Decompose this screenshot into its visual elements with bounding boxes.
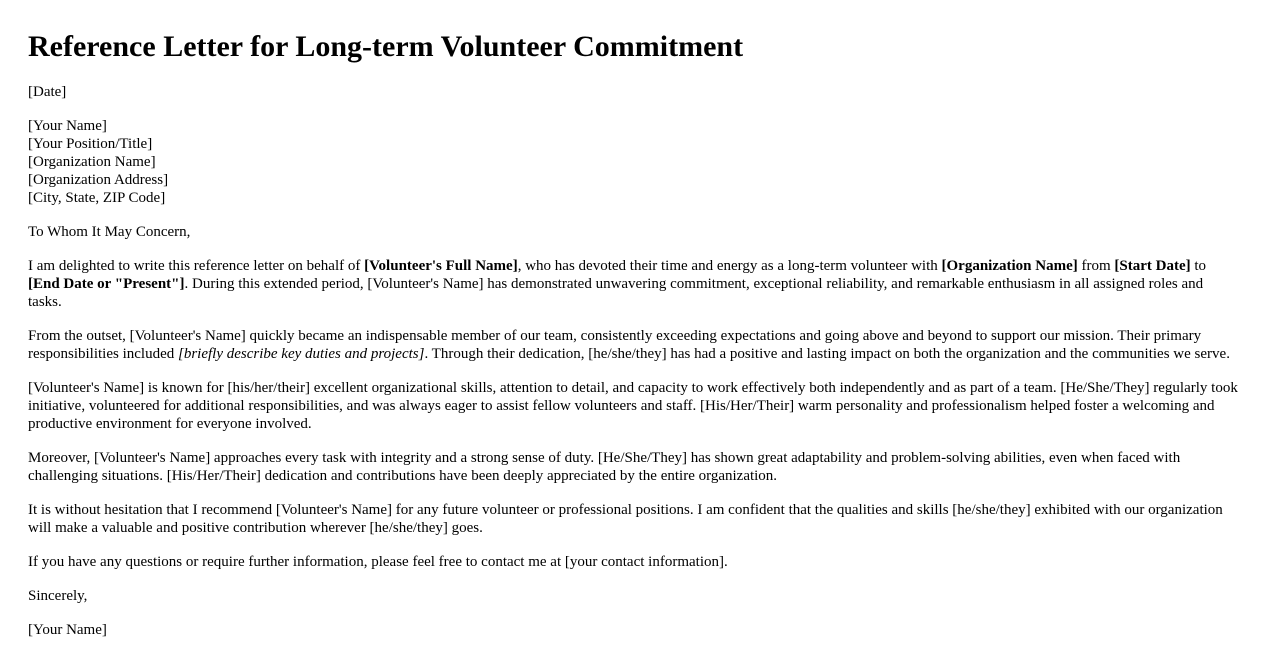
paragraph-text: . Through their dedication, [he/she/they] has had a positive and lasting impact on both the organization and the communities we serve.	[424, 346, 1230, 362]
letter-title: Reference Letter for Long-term Volunteer Commitment	[28, 30, 744, 63]
paragraph-responsibilities	[28, 327, 1240, 363]
organization-name: [Organization Name]	[941, 258, 1078, 274]
paragraph-skills: [Volunteer's Name] is known for [his/her/their] excellent organizational skills, attention to detail, and capacity to work effectively both independently and as part of a team. [He/She/They] regularly took initiative, volunteered for additional responsibilities, and was always eager to assist fellow volunteers and staff. [His/Her/Their] warm personality and professionalism helped foster a welcoming and productive environment for everyone involved.	[28, 380, 1238, 432]
end-date: [End Date or "Present"]	[28, 276, 185, 292]
sender-city-state-zip: [City, State, ZIP Code]	[28, 190, 166, 206]
salutation: To Whom It May Concern,	[28, 224, 191, 240]
paragraph-text: From the outset, [Volunteer's Name] quickly became an indispensable member of our team, consistently exceeding expectations and going above and beyond to support our mission. Their primary responsibilities included	[28, 328, 1202, 362]
paragraph-integrity: Moreover, [Volunteer's Name] approaches every task with integrity and a strong sense of duty. [He/She/They] has shown great adaptability and problem-solving abilities, even when faced with challenging situations. [His/Her/Their] dedication and contributions have been deeply appreciated by the entire organization.	[28, 450, 1181, 484]
letter-page	[28, 0, 1240, 639]
signature-name: [Your Name]	[28, 622, 107, 638]
paragraph-introduction	[28, 257, 1240, 311]
sender-address: [Organization Address]	[28, 172, 169, 188]
sender-organization: [Organization Name]	[28, 154, 156, 170]
start-date: [Start Date]	[1114, 258, 1191, 274]
letter-date: [Date]	[28, 84, 67, 100]
paragraph-text: to	[1190, 258, 1207, 274]
paragraph-text: , who has devoted their time and energy as a long-term volunteer with	[517, 258, 942, 274]
paragraph-recommendation: It is without hesitation that I recommend [Volunteer's Name] for any future volunteer or professional positions. I am confident that the qualities and skills [he/she/they] exhibited with our organization will make a valuable and positive contribution wherever [he/she/they] goes.	[28, 502, 1223, 536]
paragraph-text: from	[1077, 258, 1115, 274]
sender-name: [Your Name]	[28, 118, 107, 134]
paragraph-contact: If you have any questions or require further information, please feel free to contact me at [your contact information].	[28, 554, 728, 570]
sender-block	[28, 117, 1240, 207]
key-duties-placeholder: [briefly describe key duties and projects]	[177, 346, 425, 362]
volunteer-full-name: [Volunteer's Full Name]	[364, 258, 518, 274]
paragraph-text: . During this extended period, [Volunteer's Name] has demonstrated unwavering commitment, exceptional reliability, and remarkable enthusiasm in all assigned roles and tasks.	[28, 276, 1204, 310]
closing: Sincerely,	[28, 588, 88, 604]
paragraph-text: I am delighted to write this reference letter on behalf of	[28, 258, 365, 274]
sender-position: [Your Position/Title]	[28, 136, 153, 152]
